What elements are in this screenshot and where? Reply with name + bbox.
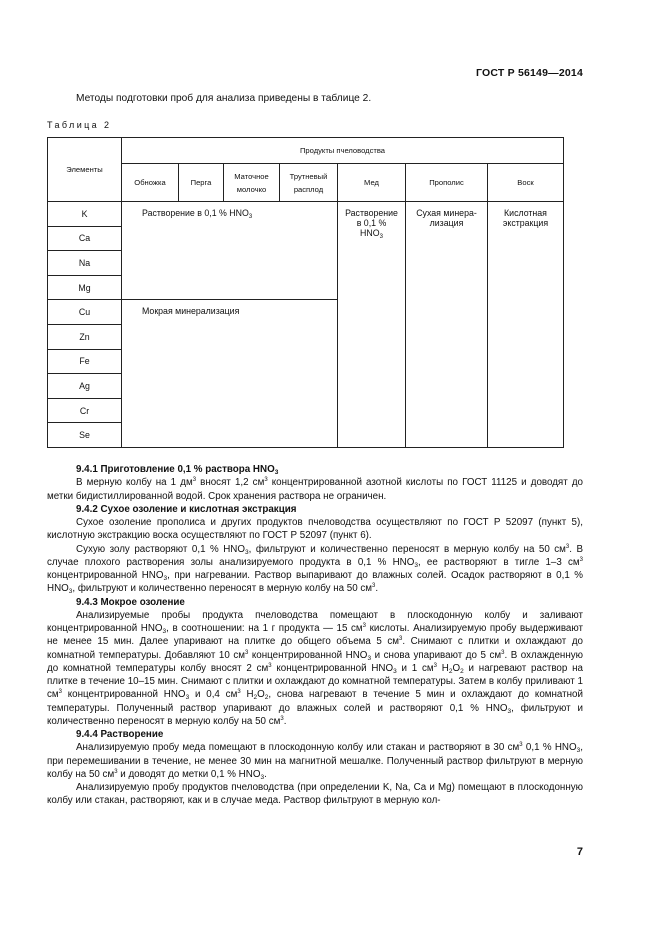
element-cr: Cr — [48, 398, 122, 423]
element-se: Se — [48, 423, 122, 448]
element-mg: Mg — [48, 275, 122, 300]
paragraph: Сухое озоление прополиса и других продуктов пчеловодства осуществляют по ГОСТ Р 52097 (пункт 5), кислотную экстракцию воска осуществляют по ГОСТ Р 52097 (пункт 6). — [47, 517, 583, 542]
col-wax: Воск — [488, 164, 564, 202]
samples-table — [47, 137, 564, 448]
body-text — [47, 463, 583, 808]
col-perga: Перга — [179, 164, 224, 202]
paragraph: Сухую золу растворяют 0,1 % $HNO_3$, фильтруют и количественно переносят в мерную колбу на 50 $см^3$. В случае плохого растворения золы анализируемого продукта в 0,1 % $HNO_3$, ее растворяют в тигле 1–3 $см^3$ концентрированной $HNO_3$, при нагревании. Раствор выпаривают до влажных солей. Осадок растворяют в 0,1 % $HNO_3$, фильтруют и количественно переносят в мерную колбу на 50 $см^3$. — [47, 543, 583, 596]
element-ca: Ca — [48, 226, 122, 251]
col-royal-jelly: Маточное молочко — [224, 164, 280, 202]
col-honey: Мед — [338, 164, 406, 202]
element-fe: Fe — [48, 349, 122, 374]
header-elements: Элементы — [48, 138, 122, 202]
method-propolis: Сухая минера-лизация — [406, 202, 488, 448]
paragraph: Анализируемые пробы продукта пчеловодства помещают в плоскодонную колбу и заливают концентрированной $HNO_3$, в соотношении: на 1 г продукта — 15 $см^3$ кислоты. Анализируемую пробу выдерживают не менее 15 мин. Далее упаривают на плитке до общего объема 5 $см^3$. Снимают с плитки и охлаждают до комнатной температуры. Добавляют 10 $см^3$ концентрированной $HNO_3$ и снова упаривают до 5 $см^3$. В охлажденную до комнатной температуры колбу вносят 2 $см^3$ концентрированной $HNO_3$ и 1 $см^3$ $H_2O_2$ и нагревают раствор на плитке в течение 10–15 мин. Снимают с плитки и охлаждают до комнатной температуры. Затем в колбу приливают 1 $см^3$ концентрированной $HNO_3$ и 0,4 $см^3$ $H_2O_2$, снова нагревают в течение 5 мин и охлаждают до комнатной температуры. Полученный раствор упаривают до влажных солей и растворяют 0,1 % $HNO_3$, фильтруют и количественно переносят в мерную колбу на 50 $см^3$. — [47, 609, 583, 727]
paragraph: В мерную колбу на 1 $дм^3$ вносят 1,2 $см^3$ концентрированной азотной кислоты по ГОСТ 11125 и доводят до метки бидистиллированной водой. Срок хранения раствора не ограничен. — [47, 477, 583, 502]
col-propolis: Прополис — [406, 164, 488, 202]
section-9-4-2-title: 9.4.2 Сухое озоление и кислотная экстракция — [76, 503, 297, 515]
method-dissolution: Растворение в 0,1 % $HNO_3$ — [122, 202, 338, 300]
method-honey: Растворение в 0,1 % $HNO_3$ — [338, 202, 406, 448]
col-pollen: Обножка — [122, 164, 179, 202]
element-zn: Zn — [48, 324, 122, 349]
table-caption: Таблица 2 — [47, 120, 112, 130]
element-na: Na — [48, 251, 122, 276]
col-drone-brood: Трутневый расплод — [280, 164, 338, 202]
method-wax: Кислотная экстракция — [488, 202, 564, 448]
section-9-4-3-title: 9.4.3 Мокрое озоление — [76, 596, 185, 608]
section-9-4-1-title: 9.4.1 Приготовление 0,1 % раствора $HNO_3$ — [76, 464, 279, 476]
element-k: K — [48, 202, 122, 227]
paragraph: Анализируемую пробу продуктов пчеловодства (при определении K, Na, Ca и Mg) помещают в плоскодонную колбу или стакан, растворяют, как и в случае меда. Раствор фильтруют в мерную кол- — [47, 782, 583, 807]
paragraph: Анализируемую пробу меда помещают в плоскодонную колбу или стакан и растворяют в 30 $см^3$ 0,1 % $HNO_3$, при перемешивании в течение, не менее 30 мин на магнитной мешалке. Полученный раствор фильтруют в мерную колбу на 50 $см^3$ и доводят до метки 0,1 % $HNO_3$. — [47, 742, 583, 781]
header-bee-products: Продукты пчеловодства — [122, 138, 564, 164]
method-wet-mineralization: Мокрая минерализация — [122, 300, 338, 448]
document-id: ГОСТ Р 56149—2014 — [475, 67, 583, 79]
page-number: 7 — [576, 846, 583, 858]
intro-text: Методы подготовки проб для анализа приведены в таблице 2. — [76, 93, 372, 104]
section-9-4-4-title: 9.4.4 Растворение — [76, 729, 164, 740]
element-ag: Ag — [48, 374, 122, 399]
element-cu: Cu — [48, 300, 122, 325]
